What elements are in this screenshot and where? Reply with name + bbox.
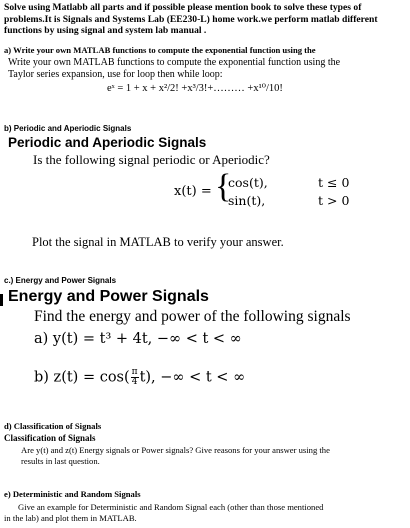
eq-b-suffix: t), −∞ < t < ∞: [139, 369, 246, 386]
part-c-heading: c.) Energy and Power Signals: [4, 276, 117, 285]
part-d-line1: Are y(t) and z(t) Energy signals or Power signals? Give reasons for your answer using the: [21, 445, 330, 455]
part-d-heading: d) Classification of Signals: [4, 421, 102, 431]
part-d-line2: results in last question.: [21, 456, 100, 466]
part-b-heading: b) Periodic and Aperiodic Signals: [4, 124, 132, 133]
taylor-formula: eˣ = 1 + x + x²/2! +x³/3!+……… +x¹⁰/10!: [107, 83, 283, 94]
part-c-question: Find the energy and power of the following signals: [34, 308, 351, 325]
eq-b-prefix: b) z(t) = cos(: [34, 369, 130, 386]
part-e-line2: in the lab) and plot them in MATLAB.: [4, 513, 137, 523]
piecewise-case2: sin(t),: [228, 193, 266, 208]
pi-over-four-fraction: [131, 368, 139, 387]
part-c-eq-b: [34, 368, 245, 387]
piecewise-lhs: x(t) =: [174, 184, 212, 199]
part-c-eq-a: a) y(t) = t³ + 4t, −∞ < t < ∞: [34, 331, 242, 347]
part-d-title: Classification of Signals: [4, 433, 96, 443]
part-e-heading: e) Deterministic and Random Signals: [4, 489, 141, 499]
part-c-title: Energy and Power Signals: [8, 288, 209, 305]
fraction-denominator: 4: [131, 377, 138, 387]
part-a-line2: Taylor series expansion, use for loop then while loop:: [8, 69, 223, 80]
intro-text: Solve using Matlabb all parts and if possible please mention book to solve these types of problems.It is Signals and Systems Lab (EE230-L) home work.we perform matlab different functions by using signal and system lab manual .: [4, 2, 378, 36]
part-a-heading: a) Write your own MATLAB functions to compute the exponential function using the: [4, 45, 316, 55]
piecewise-case1: cos(t),: [228, 175, 268, 190]
part-b-question: Is the following signal periodic or Aperiodic?: [33, 152, 270, 167]
piecewise-brace: {: [215, 168, 232, 205]
piecewise-cond2: t > 0: [318, 193, 350, 208]
part-a-line1: Write your own MATLAB functions to compute the exponential function using the: [8, 57, 341, 68]
part-b-title: Periodic and Aperiodic Signals: [8, 135, 207, 150]
part-b-instruction: Plot the signal in MATLAB to verify your answer.: [32, 235, 284, 249]
part-e-line1: Give an example for Deterministic and Random Signal each (other than those mentioned: [18, 502, 324, 512]
title-bullet-bar: [0, 294, 3, 306]
fraction-numerator: π: [131, 367, 138, 377]
piecewise-cond1: t ≤ 0: [318, 175, 350, 190]
